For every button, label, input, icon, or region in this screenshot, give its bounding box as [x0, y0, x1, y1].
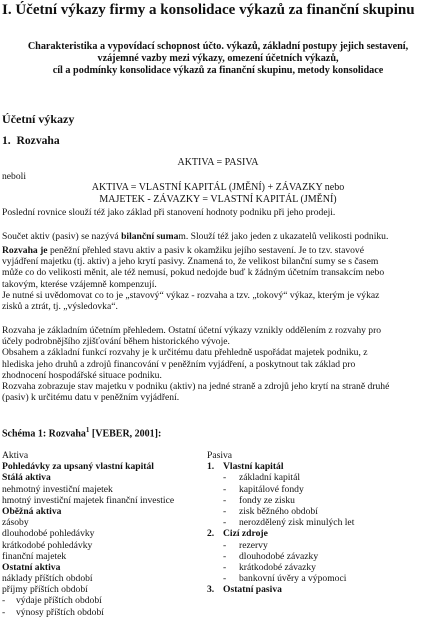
pasiva-item — [207, 584, 435, 595]
aktiva-item: Pohledávky za upsaný vlastní kapitál — [2, 461, 154, 473]
item-number: 3. — [207, 584, 215, 596]
aktiva-item: krátkodobé pohledávky — [2, 539, 93, 551]
paragraph-line: vyjádření majetku (tj. aktiv) a jeho krytí pasivy. Znamená to, že velikost bilanční sumy se s časem — [2, 256, 379, 268]
schema-source: [VEBER, 2001]: — [89, 428, 162, 440]
pasiva-item: - dlouhodobé závazky — [207, 551, 435, 562]
aktiva-item: Stálá aktiva — [2, 472, 51, 484]
section-heading: Účetní výkazy — [2, 112, 75, 126]
equation-line: MAJETEK - ZÁVAZKY = VLASTNÍ KAPITÁL (JMĚNÍ) — [99, 193, 337, 205]
subtitle-line: vzájemné vazby mezi výkazy, omezení účetních výkazů, — [97, 53, 339, 64]
text-run: peněžní přehled stavu aktiv a pasiv k okamžiku jejího sestavení. Je to tzv. stavové — [47, 245, 364, 256]
equation-note: Poslední rovnice slouží též jako základ při stanovení hodnoty podniku při jeho prodeji. — [2, 207, 336, 218]
bold-term: bilanční suma — [121, 231, 179, 242]
paragraph-line: zisků a ztrát, tj. „výsledovka“. — [2, 301, 118, 313]
subsection-label: Rozvaha — [16, 134, 60, 147]
paragraph-line: může co do velikosti měnit, ale též nemusí, pokud nedojde buď k žádným účetním transakcím nebo — [2, 267, 385, 279]
aktiva-item: finanční majetek — [2, 550, 67, 562]
item-number: 2. — [207, 528, 215, 540]
paragraph-line: Rozvaha zobrazuje stav majetku v podniku (aktiv) na jedné straně a zdrojů jeho krytí na straně druhé — [2, 381, 390, 393]
document-title: I. Účetní výkazy firmy a konsolidace výkazů za finanční skupinu — [2, 2, 415, 18]
aktiva-item: náklady příštích období — [2, 573, 93, 585]
aktiva-heading: Aktiva — [2, 450, 29, 461]
paragraph-bilancni-suma — [2, 231, 434, 242]
pasiva-item: - bankovní úvěry a výpomoci — [207, 573, 435, 584]
item-number: 1. — [207, 461, 215, 473]
aktiva-item: nehmotný investiční majetek — [2, 483, 113, 495]
paragraph-line — [2, 245, 434, 256]
item-label: Vlastní kapitál — [223, 461, 284, 473]
pasiva-heading: Pasiva — [207, 450, 233, 461]
item-label: Ostatní pasiva — [223, 584, 282, 596]
text-run: Součet aktiv (pasiv) se nazývá — [2, 231, 122, 242]
footnote-marker[interactable]: 1 — [85, 426, 90, 434]
pasiva-item: - kapitálové fondy — [207, 484, 435, 495]
pasiva-item: - fondy ze zisku — [207, 495, 435, 506]
neboli-word: neboli — [2, 171, 26, 182]
aktiva-item: - výdaje příštích období — [2, 595, 202, 606]
aktiva-item: hmotný investiční majetek finanční investice — [2, 494, 175, 506]
balance-equation: AKTIVA = PASIVA — [177, 157, 259, 168]
schema-caption — [2, 425, 161, 440]
paragraph-line: Je nutné si uvědomovat co to je „stavový“ výkaz - rozvaha a tzv. „tokový“ výkaz, kterým je výkaz — [2, 289, 380, 301]
subtitle-line: Charakteristika a vypovídací schopnost účto. výkazů, základní postupy jejich sestavení, — [27, 41, 409, 52]
paragraph-line: takovým, kterése vzájemně kompenzují. — [2, 278, 157, 290]
subsection-number: 1. — [2, 134, 11, 147]
item-label: Cizí zdroje — [223, 528, 268, 540]
paragraph-line: hlediska jeho druhů a zdrojů financování v peněžním vyjádření, a poskytnout tak základ pro — [2, 358, 356, 370]
aktiva-item: dlouhodobé pohledávky — [2, 528, 95, 540]
aktiva-item: zásoby — [2, 517, 29, 529]
paragraph-line: Obsahem a základní funkcí rozvahy je k určitému datu přehledně uspořádat majetek podniku, z — [2, 347, 368, 359]
pasiva-item: - základní kapitál — [207, 472, 435, 483]
aktiva-column — [2, 450, 202, 618]
equation-variants — [0, 182, 436, 205]
subsection-heading — [2, 134, 60, 148]
schema-label: Schéma 1: Rozvaha — [2, 428, 86, 440]
paragraph-line: Rozvaha je základním účetním přehledem. Ostatní účetní výkazy vznikly oddělením z rozvahy pro — [2, 325, 382, 336]
paragraph-line: účely podrobnějšího zjišťování během historického vývoje. — [2, 336, 230, 348]
chapter-subtitle — [4, 41, 432, 77]
pasiva-item — [207, 528, 435, 539]
aktiva-item: příjmy příštích období — [2, 584, 88, 596]
pasiva-item: - rezervy — [207, 540, 435, 551]
pasiva-item — [207, 461, 435, 472]
bold-term: Rozvaha je — [2, 245, 48, 256]
paragraph-rozvaha-purpose — [2, 325, 434, 403]
aktiva-item: - výnosy příštích období — [2, 607, 202, 618]
paragraph-rozvaha-definition — [2, 245, 434, 312]
paragraph-line: zhodnocení hospodářské situace podniku. — [2, 369, 162, 381]
aktiva-item: Oběžná aktiva — [2, 505, 62, 517]
equation-line: AKTIVA = VLASTNÍ KAPITÁL (JMĚNÍ) + ZÁVAZKY nebo — [91, 182, 345, 193]
subtitle-line: cíl a podmínky konsolidace výkazů za finanční skupinu, metody konsolidace — [52, 65, 384, 76]
pasiva-item: - nerozdělený zisk minulých let — [207, 517, 435, 528]
pasiva-column — [207, 450, 435, 595]
pasiva-item: - zisk běžného období — [207, 506, 435, 517]
paragraph-line: (pasiv) k určitému datu v peněžním vyjádření. — [2, 392, 180, 404]
text-run: m. Slouží též jako jeden z ukazatelů velikosti podniku. — [178, 231, 389, 242]
pasiva-item: - krátkodobé závazky — [207, 562, 435, 573]
aktiva-item: Ostatní aktiva — [2, 561, 61, 573]
